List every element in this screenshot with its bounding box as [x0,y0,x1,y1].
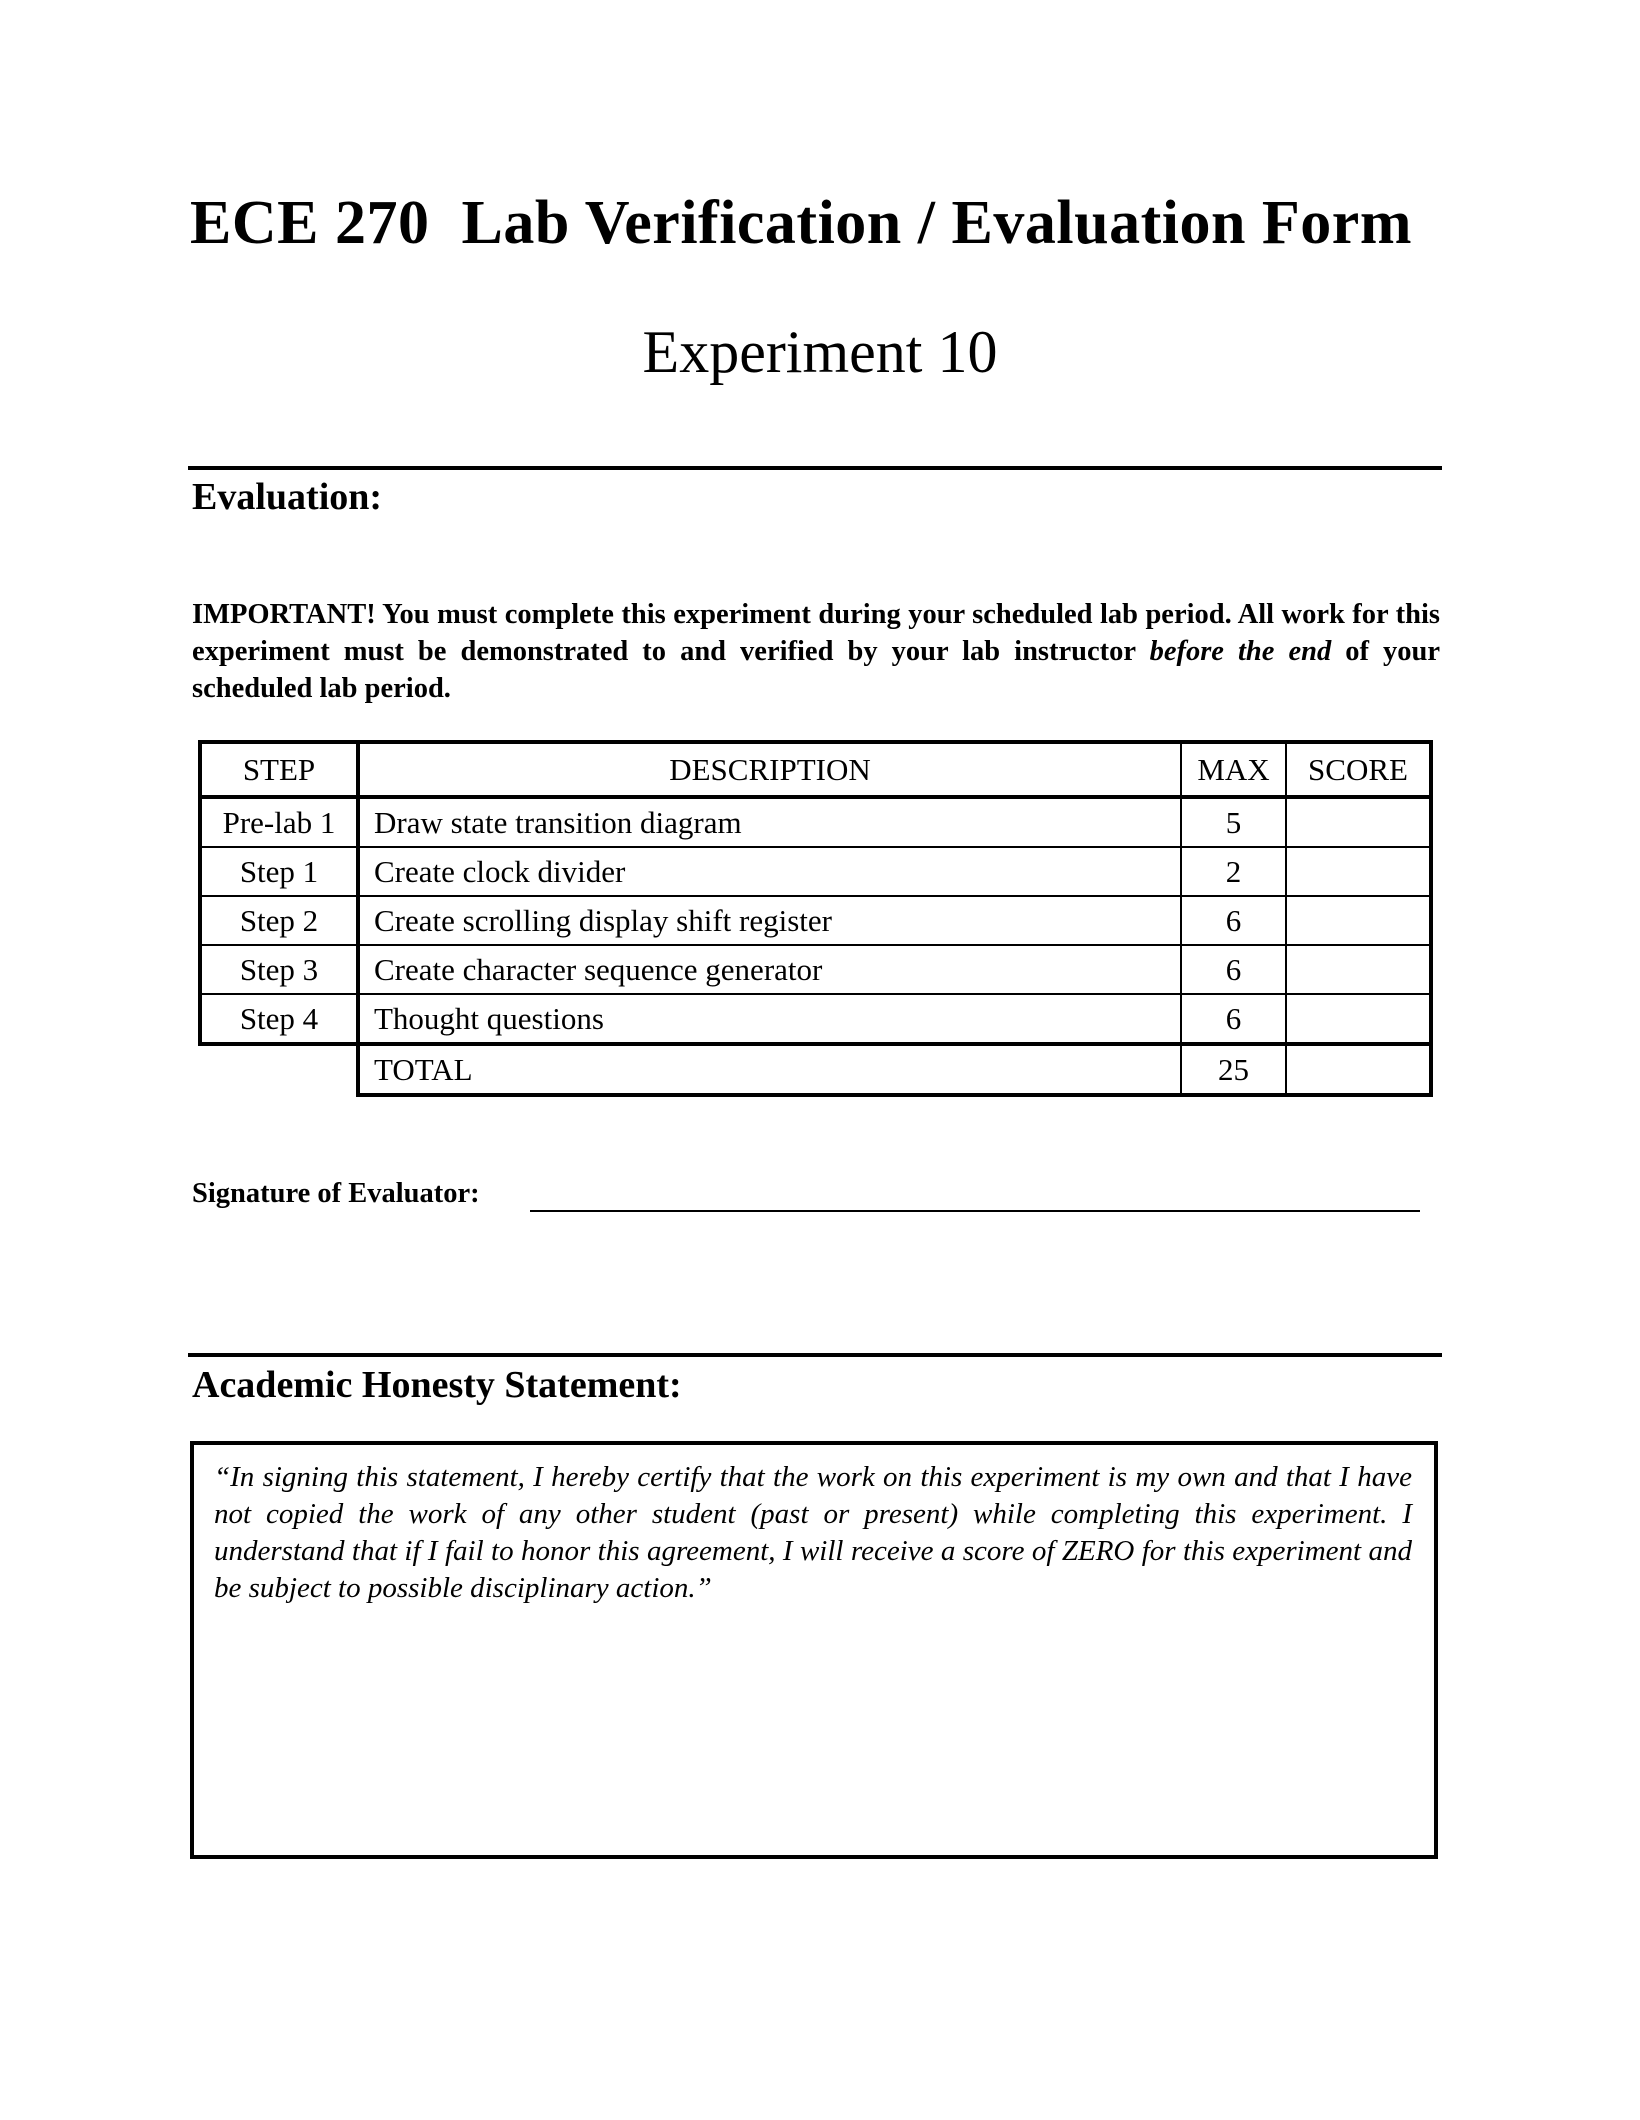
max-cell: 6 [1181,994,1286,1044]
score-cell[interactable] [1286,847,1431,896]
evaluation-heading: Evaluation: [192,476,383,518]
signature-field[interactable] [530,1210,1420,1212]
table-row [200,797,1431,847]
total-score[interactable] [1286,1044,1431,1095]
honesty-statement-box[interactable] [190,1441,1438,1859]
score-cell[interactable] [1286,945,1431,994]
total-max: 25 [1181,1044,1286,1095]
description-cell: Thought questions [358,994,1181,1044]
evaluation-divider [188,466,1442,470]
description-cell: Draw state transition diagram [358,797,1181,847]
max-cell: 6 [1181,945,1286,994]
max-cell: 2 [1181,847,1286,896]
step-cell: Step 3 [200,945,358,994]
notice-lead: IMPORTANT! You must complete this experiment during your scheduled lab period. All work for this experiment must be demonstrated to and verified by your lab instructor [192,599,1440,667]
table-row [200,994,1431,1044]
score-cell[interactable] [1286,896,1431,945]
column-header-max: MAX [1181,742,1286,797]
description-cell: Create character sequence generator [358,945,1181,994]
description-cell: Create clock divider [358,847,1181,896]
step-cell: Pre-lab 1 [200,797,358,847]
step-cell: Step 2 [200,896,358,945]
notice-tail: of your scheduled lab period. [192,636,1441,704]
honesty-statement-text: “In signing this statement, I hereby certify that the work on this experiment is my own and that I have not copied the work of any other student (past or present) while completing this experiment. I understand that if I fail to honor this agreement, I will receive a score of ZERO for this experiment and be subject to possible disciplinary action.” [214,1461,1412,1604]
evaluation-table [198,740,1433,1097]
total-row [200,1044,1431,1095]
total-label: TOTAL [358,1044,1181,1095]
signature-label: Signature of Evaluator: [192,1178,480,1209]
table-header-row [200,742,1431,797]
column-header-description: DESCRIPTION [358,742,1181,797]
max-cell: 6 [1181,896,1286,945]
table-row [200,847,1431,896]
notice-emphasis: before the end [1149,636,1332,667]
column-header-score: SCORE [1286,742,1431,797]
table-row [200,896,1431,945]
table-row [200,945,1431,994]
step-cell: Step 1 [200,847,358,896]
honesty-divider [188,1353,1442,1357]
total-spacer [200,1044,358,1095]
score-cell[interactable] [1286,797,1431,847]
description-cell: Create scrolling display shift register [358,896,1181,945]
column-header-step: STEP [200,742,358,797]
experiment-subtitle: Experiment 10 [642,319,998,385]
honesty-heading: Academic Honesty Statement: [192,1364,682,1406]
score-cell[interactable] [1286,994,1431,1044]
step-cell: Step 4 [200,994,358,1044]
important-notice [192,596,1440,707]
max-cell: 5 [1181,797,1286,847]
page-title: ECE 270 Lab Verification / Evaluation Form [190,189,1412,257]
